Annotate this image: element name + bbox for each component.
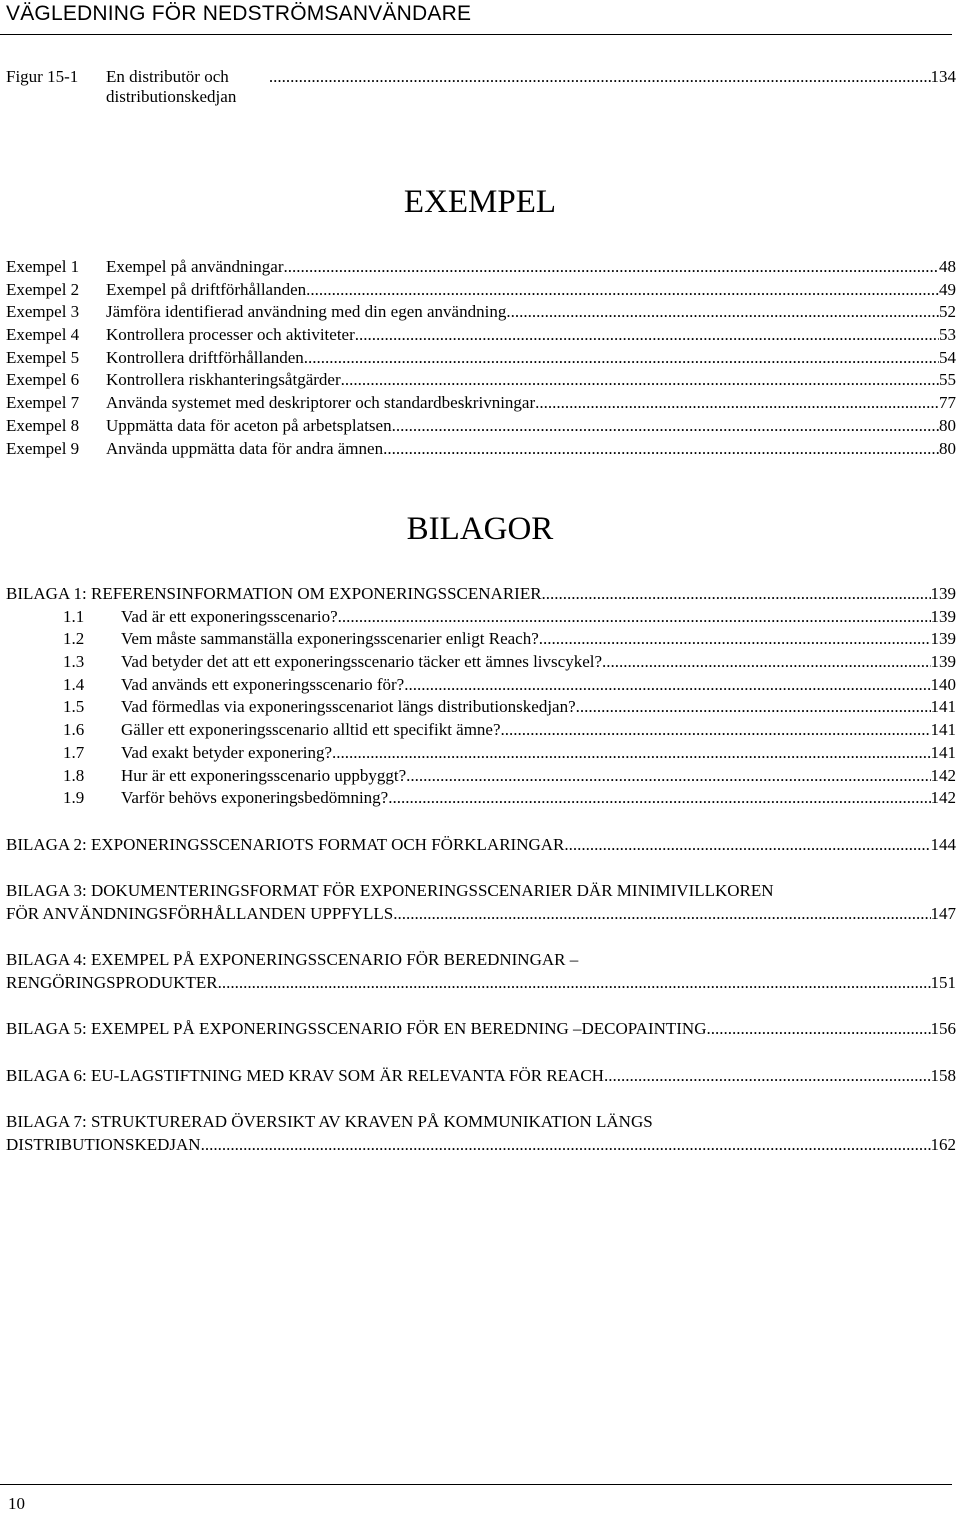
page-ref: 139 — [930, 629, 956, 649]
page-ref: 139 — [930, 584, 956, 603]
example-title: Kontrollera driftförhållanden — [106, 347, 304, 367]
annex-title: BILAGA 5: EXEMPEL PÅ EXPONERINGSSCENARIO FÖR EN BEREDNING –DECOPAINTING — [6, 1019, 707, 1038]
dot-leader — [539, 629, 931, 649]
example-label: Exempel 7 — [6, 393, 80, 413]
page-ref: 77 — [939, 393, 956, 413]
annexes-heading: BILAGOR — [406, 511, 554, 547]
page-ref: 53 — [939, 325, 956, 345]
annex-title: BILAGA 1: REFERENSINFORMATION OM EXPONERINGSSCENARIER — [6, 584, 542, 603]
toc-example-entry[interactable] — [6, 302, 956, 325]
page-ref: 141 — [930, 742, 956, 762]
section-number: 1.3 — [63, 652, 85, 672]
page-number: 10 — [8, 1494, 25, 1513]
toc-annex-entry[interactable] — [6, 584, 956, 607]
page-ref: 55 — [939, 370, 956, 390]
toc-subsection-entry[interactable] — [6, 652, 956, 675]
section-number: 1.2 — [63, 629, 85, 649]
dot-leader — [332, 743, 931, 763]
example-label: Exempel 3 — [6, 302, 80, 322]
toc-example-entry[interactable] — [6, 416, 956, 439]
dot-leader — [306, 280, 939, 300]
annex-title-line1: BILAGA 7: STRUKTURERAD ÖVERSIKT AV KRAVEN PÅ KOMMUNIKATION LÄNGS — [6, 1112, 653, 1131]
page-ref: 80 — [939, 415, 956, 435]
page-ref: 52 — [939, 302, 956, 322]
toc-annex-entry[interactable] — [6, 950, 956, 996]
example-title: Kontrollera processer och aktiviteter — [106, 325, 355, 345]
section-number: 1.5 — [63, 697, 85, 717]
figure-title: En distributör och distributionskedjan — [106, 67, 237, 106]
examples-heading: EXEMPEL — [403, 184, 557, 220]
page-ref: 141 — [930, 697, 956, 717]
section-number: 1.4 — [63, 674, 85, 694]
toc-annex-entry[interactable] — [6, 881, 956, 927]
example-title: Använda uppmätta data för andra ämnen — [106, 438, 384, 458]
section-title: Vad exakt betyder exponering? — [121, 742, 332, 762]
page-ref: 156 — [930, 1019, 956, 1038]
toc-example-entry[interactable] — [6, 348, 956, 371]
toc-annex-entry[interactable] — [6, 1019, 956, 1042]
dot-leader — [218, 973, 931, 993]
toc-subsection-entry[interactable] — [6, 788, 956, 811]
dot-leader — [604, 1066, 931, 1086]
dot-leader — [602, 652, 930, 672]
page-ref: 144 — [930, 835, 956, 854]
example-title: Använda systemet med deskriptorer och standardbeskrivningar — [106, 393, 536, 413]
footer-rule — [0, 1484, 952, 1485]
toc-subsection-entry[interactable] — [6, 766, 956, 789]
example-label: Exempel 1 — [6, 257, 80, 276]
toc-subsection-entry[interactable] — [6, 607, 956, 630]
dot-leader — [564, 835, 930, 855]
section-number: 1.9 — [63, 788, 85, 808]
example-label: Exempel 4 — [6, 325, 80, 345]
example-title: Exempel på användningar — [106, 257, 284, 276]
toc-subsection-entry[interactable] — [6, 629, 956, 652]
section-number: 1.7 — [63, 742, 85, 762]
section-title: Vem måste sammanställa exponeringsscenarier enligt Reach? — [121, 629, 539, 649]
dot-leader — [707, 1019, 931, 1039]
example-title: Exempel på driftförhållanden — [106, 279, 307, 299]
page-ref: 142 — [930, 788, 956, 808]
dot-leader — [404, 675, 930, 695]
toc-subsection-entry[interactable] — [6, 675, 956, 698]
section-title: Vad är ett exponeringsscenario? — [121, 606, 338, 626]
page-ref: 80 — [939, 438, 956, 458]
page-ref: 158 — [930, 1066, 956, 1085]
dot-leader — [535, 393, 939, 413]
dot-leader — [355, 325, 939, 345]
section-title: Gäller ett exponeringsscenario alltid ett specifikt ämne? — [121, 720, 501, 740]
toc-example-entry[interactable] — [6, 370, 956, 393]
example-label: Exempel 2 — [6, 279, 80, 299]
toc-example-entry[interactable] — [6, 393, 956, 416]
page-ref: 141 — [930, 720, 956, 740]
dot-leader — [338, 607, 931, 627]
section-number: 1.1 — [63, 606, 85, 626]
page-ref: 139 — [930, 652, 956, 672]
toc-subsection-entry[interactable] — [6, 743, 956, 766]
page-ref: 151 — [930, 973, 956, 992]
dot-leader — [576, 697, 931, 717]
section-number: 1.8 — [63, 765, 85, 785]
annex1-list — [6, 584, 956, 811]
dot-leader — [393, 904, 930, 924]
figure-label: Figur 15-1 — [6, 67, 79, 86]
toc-example-entry[interactable] — [6, 439, 956, 462]
document-header: VÄGLEDNING FÖR NEDSTRÖMSANVÄNDARE — [6, 2, 472, 25]
page-ref: 147 — [930, 904, 956, 923]
examples-list — [6, 257, 956, 461]
toc-annex-entry[interactable] — [6, 1066, 956, 1089]
page-ref: 162 — [930, 1135, 956, 1154]
dot-leader — [388, 788, 930, 808]
section-number: 1.6 — [63, 720, 85, 740]
example-label: Exempel 6 — [6, 370, 80, 390]
page-ref: 49 — [939, 279, 956, 299]
page-ref: 54 — [939, 347, 956, 367]
section-title: Varför behövs exponeringsbedömning? — [121, 788, 389, 808]
dot-leader — [383, 439, 939, 459]
dot-leader — [406, 766, 930, 786]
dot-leader — [201, 1135, 931, 1155]
toc-example-entry[interactable] — [6, 280, 956, 303]
annex-title-line1: BILAGA 3: DOKUMENTERINGSFORMAT FÖR EXPONERINGSSCENARIER DÄR MINIMIVILLKOREN — [6, 881, 774, 900]
page-ref: 142 — [930, 765, 956, 785]
annex-title-line1: BILAGA 4: EXEMPEL PÅ EXPONERINGSSCENARIO FÖR BEREDNINGAR – — [6, 950, 579, 969]
example-title: Jämföra identifierad användning med din egen användning — [106, 302, 507, 322]
section-title: Vad används ett exponeringsscenario för? — [121, 674, 405, 694]
page-ref: 134 — [930, 67, 956, 86]
toc-subsection-entry[interactable] — [6, 720, 956, 743]
toc-subsection-entry[interactable] — [6, 697, 956, 720]
dot-leader — [392, 416, 939, 436]
example-title: Kontrollera riskhanteringsåtgärder — [106, 370, 341, 390]
dot-leader — [304, 348, 939, 368]
annex-title: BILAGA 6: EU-LAGSTIFTNING MED KRAV SOM ÄR RELEVANTA FÖR REACH — [6, 1066, 604, 1085]
section-title: Vad betyder det att ett exponeringsscenario täcker ett ämnes livscykel? — [121, 652, 603, 672]
annex-title-line2: RENGÖRINGSPRODUKTER — [6, 973, 218, 992]
dot-leader — [284, 257, 940, 277]
page-ref: 139 — [930, 606, 956, 626]
toc-annex-entry[interactable] — [6, 1112, 956, 1158]
toc-figure-entry[interactable] — [6, 67, 956, 107]
dot-leader — [341, 370, 939, 390]
dot-leader — [501, 720, 931, 740]
dot-leader — [506, 302, 939, 322]
example-label: Exempel 9 — [6, 438, 80, 458]
dot-leader — [542, 584, 931, 604]
toc-annex-entry[interactable] — [6, 835, 956, 858]
header-rule — [0, 34, 952, 35]
example-label: Exempel 8 — [6, 415, 80, 435]
annex-title: BILAGA 2: EXPONERINGSSCENARIOTS FORMAT OCH FÖRKLARINGAR — [6, 835, 565, 854]
section-title: Hur är ett exponeringsscenario uppbyggt? — [121, 765, 407, 785]
annex-title-line2: DISTRIBUTIONSKEDJAN — [6, 1135, 201, 1154]
toc-example-entry[interactable] — [6, 325, 956, 348]
annex-title-line2: FÖR ANVÄNDNINGSFÖRHÅLLANDEN UPPFYLLS — [6, 904, 394, 923]
toc-example-entry[interactable] — [6, 257, 956, 280]
section-title: Vad förmedlas via exponeringsscenariot längs distributionskedjan? — [121, 697, 576, 717]
page-ref: 140 — [930, 674, 956, 694]
dot-leader — [269, 67, 931, 87]
example-label: Exempel 5 — [6, 347, 80, 367]
page-ref: 48 — [939, 257, 956, 276]
example-title: Uppmätta data för aceton på arbetsplatsen — [106, 415, 392, 435]
